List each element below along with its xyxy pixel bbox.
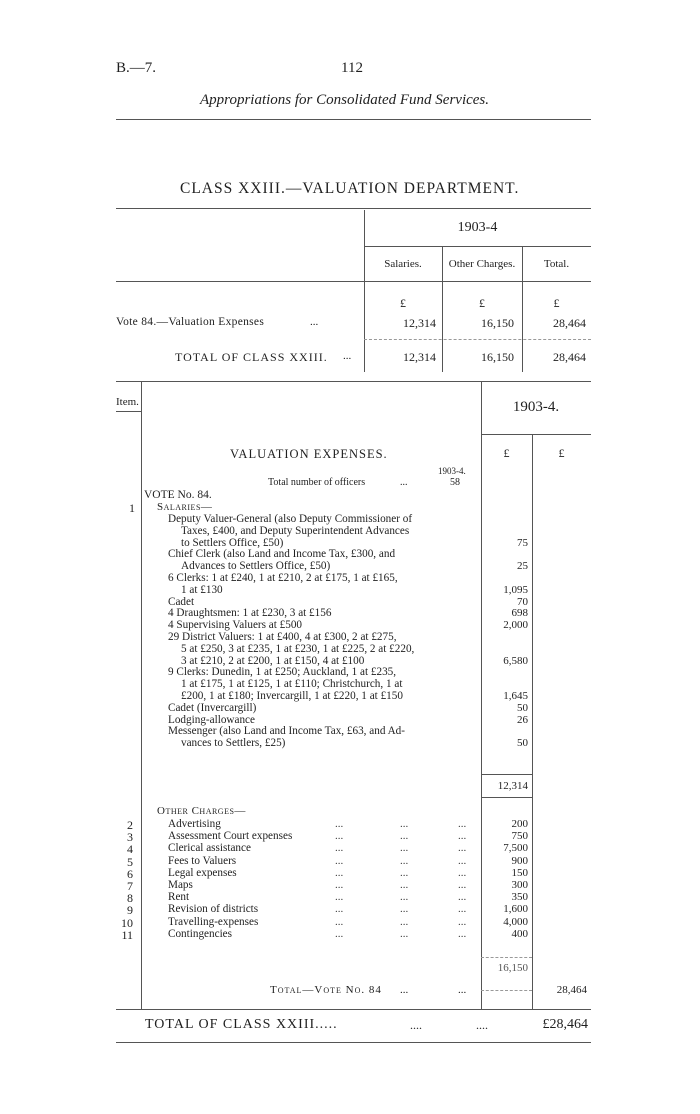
other-charge-label: Clerical assistance <box>168 842 251 855</box>
other-charge-label: Revision of districts <box>168 903 259 916</box>
salaries-heading: Salaries— <box>157 501 213 513</box>
item-header: Item. <box>116 396 139 408</box>
salary-line: 4 Draughtsmen: 1 at £230, 3 at £156 <box>168 607 332 620</box>
salary-line: 1 at £175, 1 at £125, 1 at £110; Christchurch, 1 at <box>181 678 403 691</box>
salaries-item-number: 1 <box>129 501 135 515</box>
vote-label: VOTE No. 84. <box>144 489 212 501</box>
footer-dots: .... <box>410 1018 422 1032</box>
leader-dots: ... <box>335 854 344 867</box>
total-row-label: TOTAL OF CLASS XXIII. <box>175 350 328 364</box>
leader-dots: ... <box>458 854 467 867</box>
col-other-charges: Other Charges. <box>448 258 516 270</box>
vote-total-label: Total—Vote No. 84 <box>270 984 382 996</box>
header-rule <box>116 119 591 120</box>
page-ref: B.—7. <box>116 60 157 76</box>
salary-amount: 50 <box>517 737 528 750</box>
section-title: VALUATION EXPENSES. <box>230 447 388 461</box>
leader-dots: ... <box>400 866 409 879</box>
other-charge-amount: 4,000 <box>503 915 528 928</box>
footer-bottom-rule <box>116 1042 591 1043</box>
currency-salaries: £ <box>400 296 406 310</box>
other-charge-amount: 200 <box>511 818 528 830</box>
salary-line: Cadet <box>168 595 195 608</box>
other-charge-label: Maps <box>168 879 193 891</box>
leader-dots: ... <box>400 854 409 867</box>
leader-dots: ... <box>335 915 344 928</box>
vote-total-dots-2: ... <box>458 984 467 996</box>
salary-amount: 75 <box>517 536 528 549</box>
other-charge-item-number: 7 <box>127 879 133 893</box>
other-charge-label: Advertising <box>168 818 221 830</box>
footer-dots-2: .... <box>476 1018 488 1032</box>
salary-amount: 2,000 <box>503 619 528 632</box>
col-total: Total. <box>543 258 570 270</box>
footer-label: TOTAL OF CLASS XXIII..... <box>145 1017 338 1032</box>
total-row-dots: ... <box>343 350 352 362</box>
leader-dots: ... <box>458 818 467 830</box>
other-charge-label: Rent <box>168 891 190 904</box>
page-number: 112 <box>341 60 363 76</box>
detail-year-header: 1903-4. <box>512 399 560 415</box>
leader-dots: ... <box>400 915 409 928</box>
leader-dots: ... <box>400 903 409 916</box>
vote-row-salaries: 12,314 <box>403 316 436 330</box>
salary-amount: 698 <box>511 607 528 620</box>
other-charge-item-number: 9 <box>127 903 133 918</box>
summary-subtotal-rule <box>364 339 591 340</box>
other-charge-amount: 300 <box>511 879 528 891</box>
salary-line: Cadet (Invercargill) <box>168 701 257 714</box>
other-charge-item-number: 3 <box>127 830 133 845</box>
leader-dots: ... <box>400 879 409 891</box>
other-charge-amount: 1,600 <box>503 903 528 916</box>
leader-dots: ... <box>335 842 344 855</box>
summary-top-rule <box>116 208 591 209</box>
summary-year: 1903-4 <box>457 220 498 235</box>
salaries-total-bottom-rule <box>481 797 532 798</box>
vote-total-rule <box>481 990 532 991</box>
leader-dots: ... <box>400 927 409 940</box>
salary-line: 5 at £250, 3 at £235, 1 at £230, 1 at £225, 2 at £220, <box>181 642 415 655</box>
salary-line: 1 at £130 <box>181 583 223 596</box>
leader-dots: ... <box>335 818 344 830</box>
salary-amount: 70 <box>517 595 528 608</box>
other-charge-item-number: 4 <box>127 842 133 857</box>
vote-row-dots: ... <box>310 316 319 328</box>
other-charge-amount: 150 <box>511 866 528 879</box>
salary-line: 4 Supervising Valuers at £500 <box>168 619 303 632</box>
leader-dots: ... <box>458 927 467 940</box>
vote-row-total: 28,464 <box>553 316 586 330</box>
leader-dots: ... <box>400 818 409 830</box>
leader-dots: ... <box>458 891 467 904</box>
other-charge-amount: 350 <box>511 891 528 904</box>
salary-amount: 1,645 <box>503 690 528 702</box>
leader-dots: ... <box>458 879 467 891</box>
other-charge-amount: 900 <box>511 854 528 867</box>
leader-dots: ... <box>458 903 467 916</box>
other-charges-heading: Other Charges— <box>157 805 246 817</box>
vote-row-other: 16,150 <box>481 316 514 330</box>
item-column-divider <box>141 381 142 1009</box>
officers-year: 1903-4. <box>438 466 466 476</box>
leader-dots: ... <box>400 830 409 843</box>
other-charge-label: Fees to Valuers <box>168 854 237 867</box>
salary-line: £200, 1 at £180; Invercargill, 1 at £220, 1 at £150 <box>181 690 403 702</box>
salary-amount: 26 <box>517 713 528 726</box>
total-row-total: 28,464 <box>553 350 586 364</box>
item-header-rule <box>116 411 141 412</box>
salary-line: 29 District Valuers: 1 at £400, 4 at £300, 2 at £275, <box>168 631 397 643</box>
vote-total-amount: 28,464 <box>556 984 587 996</box>
other-charge-item-number: 8 <box>127 891 133 906</box>
other-charge-label: Assessment Court expenses <box>168 830 293 843</box>
salaries-total: 12,314 <box>497 780 528 792</box>
salary-line: Chief Clerk (also Land and Income Tax, £300, and <box>168 548 396 561</box>
other-charge-item-number: 10 <box>121 915 133 930</box>
salary-line: vances to Settlers, £25) <box>181 737 286 750</box>
other-charge-label: Contingencies <box>168 927 233 940</box>
page-subtitle: Appropriations for Consolidated Fund Services. <box>200 92 490 108</box>
detail-top-rule <box>116 381 591 382</box>
vote-total-dots-1: ... <box>400 984 409 996</box>
detail-header-rule <box>481 434 591 435</box>
other-charges-total: 16,150 <box>497 962 528 974</box>
leader-dots: ... <box>335 891 344 904</box>
officers-label: Total number of officers <box>268 477 366 488</box>
class-title: CLASS XXIII.—VALUATION DEPARTMENT. <box>180 180 520 197</box>
leader-dots: ... <box>458 915 467 928</box>
other-charge-item-number: 6 <box>127 866 133 881</box>
other-charge-amount: 750 <box>511 830 528 843</box>
officers-count: 58 <box>450 477 460 488</box>
vote-row-label: Vote 84.—Valuation Expenses <box>116 316 265 328</box>
leader-dots: ... <box>335 830 344 843</box>
salary-line: 3 at £210, 2 at £200, 1 at £150, 4 at £100 <box>181 654 365 667</box>
salary-line: 6 Clerks: 1 at £240, 1 at £210, 2 at £175, 1 at £165, <box>168 572 398 584</box>
leader-dots: ... <box>335 927 344 940</box>
salaries-total-rule <box>481 774 532 775</box>
leader-dots: ... <box>458 866 467 879</box>
total-column-divider <box>532 434 533 1009</box>
salary-line: to Settlers Office, £50) <box>181 536 284 549</box>
salary-amount: 6,580 <box>503 654 528 667</box>
leader-dots: ... <box>335 866 344 879</box>
detail-currency-2: £ <box>558 446 565 460</box>
leader-dots: ... <box>458 830 467 843</box>
salary-line: Messenger (also Land and Income Tax, £63, and Ad- <box>168 725 405 738</box>
col-salaries: Salaries. <box>384 258 422 270</box>
other-charge-amount: 7,500 <box>503 842 528 855</box>
total-row-salaries: 12,314 <box>403 350 436 364</box>
footer-top-rule <box>116 1009 591 1010</box>
salary-line: Taxes, £400, and Deputy Superintendent Advances <box>181 524 410 537</box>
total-row-other: 16,150 <box>481 350 514 364</box>
detail-currency-1: £ <box>503 446 510 460</box>
other-charge-item-number: 2 <box>127 818 133 832</box>
footer-amount: £28,464 <box>542 1017 588 1032</box>
salary-line: Advances to Settlers Office, £50) <box>181 560 331 573</box>
other-charge-item-number: 5 <box>127 854 133 869</box>
summary-year-rule <box>364 246 591 247</box>
salary-amount: 25 <box>517 560 528 573</box>
salary-line: 9 Clerks: Dunedin, 1 at £250; Auckland, 1 at £235, <box>168 666 397 679</box>
leader-dots: ... <box>335 879 344 891</box>
other-charge-label: Travelling-expenses <box>168 915 259 928</box>
other-charge-label: Legal expenses <box>168 866 237 879</box>
leader-dots: ... <box>400 891 409 904</box>
other-charge-amount: 400 <box>511 927 528 940</box>
salary-amount: 1,095 <box>503 583 528 596</box>
salary-line: Lodging-allowance <box>168 713 255 726</box>
leader-dots: ... <box>335 903 344 916</box>
other-charge-item-number: 11 <box>121 927 133 942</box>
officers-dots: ... <box>400 477 408 488</box>
leader-dots: ... <box>400 842 409 855</box>
salary-line: Deputy Valuer-General (also Deputy Commissioner of <box>168 513 413 525</box>
currency-other: £ <box>479 296 485 310</box>
summary-header-rule <box>116 281 591 282</box>
other-total-rule <box>481 957 532 958</box>
leader-dots: ... <box>458 842 467 855</box>
salary-amount: 50 <box>517 701 528 714</box>
currency-total: £ <box>553 296 560 310</box>
